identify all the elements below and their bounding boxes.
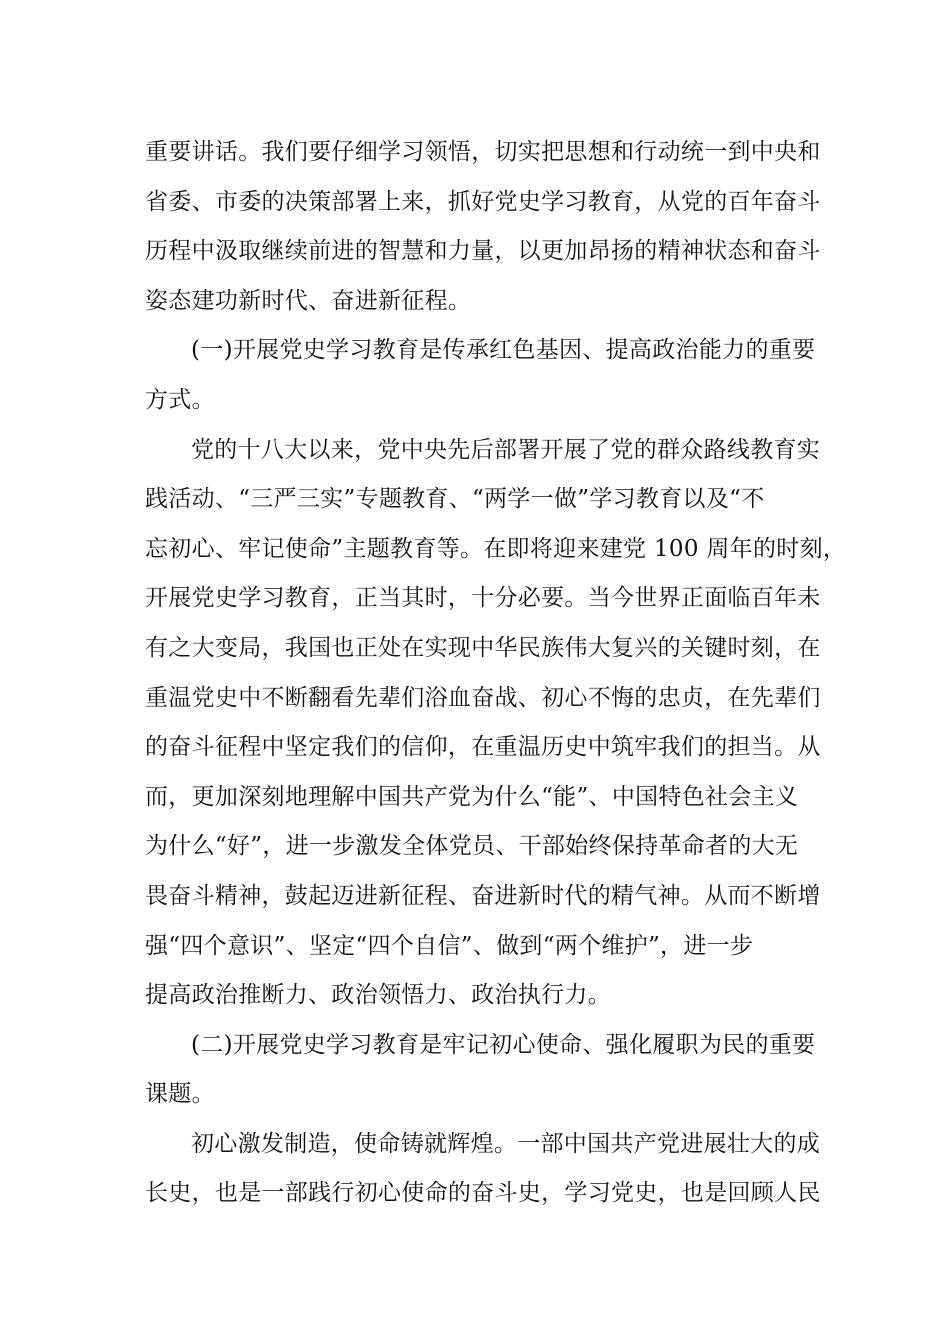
- text-line: 而，更加深刻地理解中国共产党为什么“能”、中国特色社会主义: [145, 783, 799, 810]
- text-line: 有之大变局，我国也正处在实现中华民族伟大复兴的关键时刻，在: [145, 634, 821, 661]
- section-heading-line: (二)开展党史学习教育是牢记初心使命、强化履职为民的重要: [191, 1031, 816, 1058]
- text-line: 重要讲话。我们要仔细学习领悟，切实把思想和行动统一到中央和: [145, 139, 821, 165]
- text-line: 党的十八大以来，党中央先后部署开展了党的群众路线教育实: [191, 436, 821, 463]
- text-line: 提高政治推断力、政治领悟力、政治执行力。: [145, 982, 611, 1009]
- section-heading-line: (一)开展党史学习教育是传承红色基因、提高政治能力的重要: [191, 337, 816, 364]
- text-line: 践活动、“三严三实”专题教育、“两学一做”学习教育以及“不: [145, 486, 765, 513]
- text-line: 的奋斗征程中坚定我们的信仰，在重温历史中筑牢我们的担当。从: [145, 734, 821, 761]
- text-line: 忘初心、牢记使命”主题教育等。在即将迎来建党 100 周年的时刻，: [145, 535, 847, 562]
- text-line: 强“四个意识”、坚定“四个自信”、做到“两个维护”，进一步: [145, 932, 754, 959]
- section-heading-line: 方式。: [145, 386, 215, 413]
- text-line: 开展党史学习教育，正当其时，十分必要。当今世界正面临百年未: [145, 585, 821, 612]
- text-line: 为什么“好”，进一步激发全体党员、干部始终保持革命者的大无: [145, 833, 799, 860]
- text-line: 初心激发制造，使命铸就辉煌。一部中国共产党进展壮大的成: [191, 1130, 821, 1157]
- text-line: 畏奋斗精神，鼓起迈进新征程、奋进新时代的精气神。从而不断增: [145, 882, 821, 909]
- text-line: 重温党史中不断翻看先辈们浴血奋战、初心不悔的忠贞，在先辈们: [145, 684, 821, 711]
- section-heading-line: 课题。: [145, 1081, 215, 1108]
- text-line: 长史，也是一部践行初心使命的奋斗史，学习党史，也是回顾人民: [145, 1180, 821, 1207]
- text-line: 历程中汲取继续前进的智慧和力量，以更加昂扬的精神状态和奋斗: [145, 238, 821, 265]
- text-line: 姿态建功新时代、奋进新征程。: [145, 287, 472, 314]
- text-line: 省委、市委的决策部署上来，抓好党史学习教育，从党的百年奋斗: [145, 188, 821, 215]
- body-text: [145, 128, 847, 1219]
